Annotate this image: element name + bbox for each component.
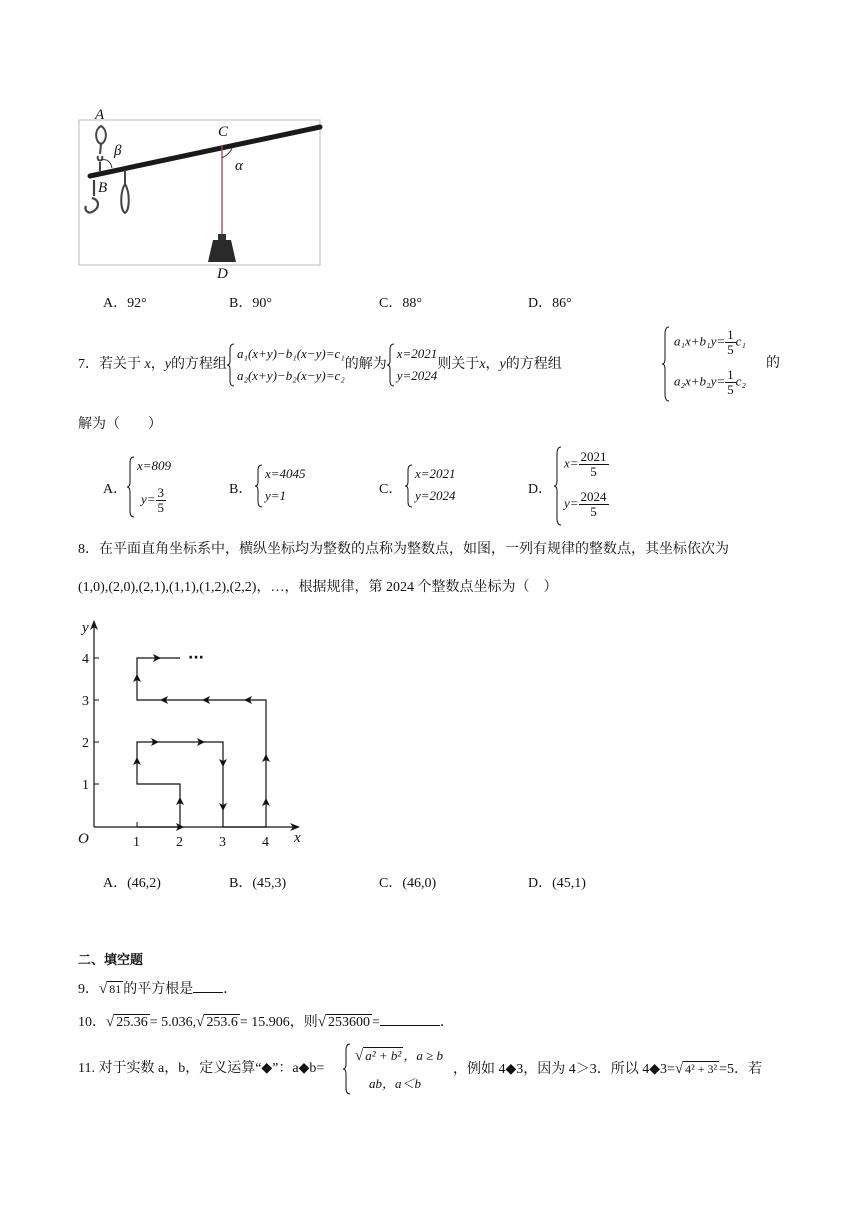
label-alpha: α xyxy=(235,158,243,174)
q9-radicand: 81 xyxy=(109,982,122,996)
x-tick-3: 3 xyxy=(219,835,226,850)
q7-stem: 7．若关于 x，y的方程组 a₁(x+y)−b₁(x−y)=c₁ a₂(x+y)−b₂(x−y)=c₂ 的解为 x=2021 y=2024 则关于x，y的方程组 xyxy=(78,340,562,390)
hook-chain-A xyxy=(98,144,103,172)
y-tick-4: 4 xyxy=(82,652,89,667)
hook-loop-A xyxy=(96,126,106,144)
q9-answer-blank[interactable] xyxy=(193,992,223,993)
q8-option-c: C．(46,0) xyxy=(379,876,437,891)
x-tick-1: 1 xyxy=(133,835,140,850)
q8-option-b: B．(45,3) xyxy=(229,876,287,891)
q7-line2: 解为（ ） xyxy=(78,417,162,432)
x-axis-label: x xyxy=(294,830,301,846)
q7-solution: x=2021 y=2024 xyxy=(387,343,438,387)
ellipsis: ··· xyxy=(188,650,204,666)
q8-line2: (1,0),(2,0),(2,1),(1,1),(1,2),(2,2)，…，根据规律，第 2024 个整数点坐标为（ ） xyxy=(78,580,558,595)
q7-tail: 的 xyxy=(766,356,780,371)
y-axis-label: y xyxy=(82,620,89,636)
steelyard-figure xyxy=(70,100,330,282)
weight-body xyxy=(208,240,236,262)
label-C: C xyxy=(218,124,229,140)
y-tick-1: 1 xyxy=(82,778,89,793)
label-D: D xyxy=(217,266,228,282)
q8-lattice-graph xyxy=(72,612,312,852)
q8-option-d: D．(45,1) xyxy=(528,876,586,891)
beam xyxy=(90,127,320,176)
x-tick-2: 2 xyxy=(176,835,183,850)
q8-line1: 8．在平面直角坐标系中，横纵坐标均为整数的点称为整数点，如图，一列有规律的整数点，其坐标依次为 xyxy=(78,542,729,557)
label-beta: β xyxy=(114,143,122,159)
q6-option-b: B．90° xyxy=(229,296,272,311)
hook-lower xyxy=(85,180,98,213)
origin-label: O xyxy=(78,831,89,847)
angle-beta-arc xyxy=(101,160,112,168)
hook-right-loop xyxy=(121,170,129,213)
q6-option-d: D．86° xyxy=(528,296,572,311)
weight-top xyxy=(218,234,226,240)
q9: 9．√ 81 的平方根是 ． xyxy=(78,981,238,997)
q6-option-a: A．92° xyxy=(103,296,147,311)
y-tick-2: 2 xyxy=(82,736,89,751)
q7-system-1: a₁(x+y)−b₁(x−y)=c₁ a₂(x+y)−b₂(x−y)=c₂ xyxy=(227,343,345,387)
q6-option-c: C．88° xyxy=(379,296,422,311)
q10: 10．√ 25.36 = 5.036,√ 253.6 = 15.906，则√ 253600 = ． xyxy=(78,1014,454,1030)
label-A: A xyxy=(95,107,105,123)
q11-text1: 11. 对于实数 a，b，定义运算“◆”：a◆b= xyxy=(78,1061,325,1076)
q8-option-a: A．(46,2) xyxy=(103,876,161,891)
x-tick-4: 4 xyxy=(262,835,269,850)
q10-answer-blank[interactable] xyxy=(380,1025,440,1026)
y-tick-3: 3 xyxy=(82,694,89,709)
section-title-fill-blank: 二、填空题 xyxy=(78,953,144,968)
figure-frame xyxy=(79,120,320,265)
label-B: B xyxy=(98,180,108,196)
q11-text2: ，例如 4◆3，因为 4＞3．所以 4◆3=√ 4² + 3² =5．若 xyxy=(453,1061,763,1077)
